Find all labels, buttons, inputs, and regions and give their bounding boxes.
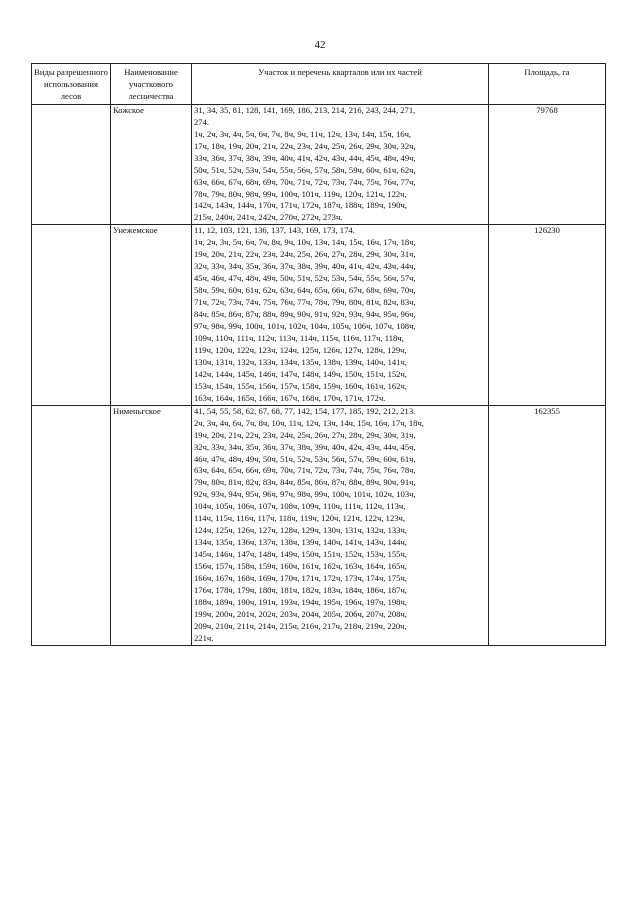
quarters-line: 92ч, 93ч, 94ч, 95ч, 96ч, 97ч, 98ч, 99ч, 100ч, 101ч, 102ч, 103ч,: [194, 489, 416, 500]
use-type-cell: [32, 225, 111, 405]
quarters-line: 156ч, 157ч, 158ч, 159ч, 160ч, 161ч, 162ч, 163ч, 164ч, 165ч,: [194, 561, 407, 572]
quarters-line: 104ч, 105ч, 106ч, 107ч, 108ч, 109ч, 110ч, 111ч, 112ч, 113ч,: [194, 501, 406, 512]
forestry-name-cell: Кожское: [111, 104, 192, 225]
quarters-line: 221ч.: [194, 632, 214, 643]
quarters-line: 63ч, 66ч, 67ч, 68ч, 69ч, 70ч, 71ч, 72ч, 73ч, 74ч, 75ч, 76ч, 77ч,: [194, 176, 416, 187]
quarters-line: 79ч, 80ч, 81ч, 82ч, 83ч, 84ч, 85ч, 86ч, 87ч, 88ч, 89ч, 90ч, 91ч,: [194, 477, 416, 488]
area-cell: 126230: [489, 225, 606, 405]
quarters-line: 84ч, 85ч, 86ч, 87ч, 88ч, 89ч, 90ч, 91ч, 92ч, 93ч, 94ч, 95ч, 96ч,: [194, 309, 416, 320]
quarters-line: 153ч, 154ч, 155ч, 156ч, 157ч, 158ч, 159ч, 160ч, 161ч, 162ч,: [194, 380, 407, 391]
quarters-line: 166ч, 167ч, 168ч, 169ч, 170ч, 171ч, 172ч, 173ч, 174ч, 175ч,: [194, 573, 407, 584]
page-number: 42: [314, 39, 326, 51]
quarters-line: 2ч, 3ч, 4ч, 6ч, 7ч, 8ч, 10ч, 11ч, 12ч, 13ч, 14ч, 15ч, 16ч, 17ч, 18ч,: [194, 417, 424, 428]
quarters-line: 163ч, 164ч, 165ч, 166ч, 167ч, 168ч, 170ч, 171ч, 172ч.: [194, 392, 386, 403]
quarters-line: 188ч, 189ч, 190ч, 191ч, 193ч, 194ч, 195ч, 196ч, 197ч, 198ч,: [194, 596, 407, 607]
quarters-line: 41, 54, 55, 58, 62, 67, 68, 77, 142, 154, 177, 185, 192, 212, 213.: [194, 405, 416, 416]
quarters-cell: [192, 405, 489, 645]
table-row: [32, 405, 606, 645]
quarters-line: 78ч, 79ч, 80ч, 98ч, 99ч, 100ч, 101ч, 119ч, 120ч, 121ч, 122ч,: [194, 188, 407, 199]
quarters-line: 119ч, 120ч, 122ч, 123ч, 124ч, 125ч, 126ч, 127ч, 128ч, 129ч,: [194, 344, 407, 355]
quarters-line: 209ч, 210ч, 211ч, 214ч, 215ч, 216ч, 217ч, 218ч, 219ч, 220ч,: [194, 620, 407, 631]
quarters-line: 142ч, 144ч, 145ч, 146ч, 147ч, 148ч, 149ч, 150ч, 151ч, 152ч,: [194, 368, 407, 379]
quarters-line: 130ч, 131ч, 132ч, 133ч, 134ч, 135ч, 138ч, 139ч, 140ч, 141ч,: [194, 356, 407, 367]
quarters-line: 274.: [194, 116, 210, 127]
use-type-cell: [32, 104, 111, 225]
table-row: [32, 225, 606, 405]
quarters-line: 58ч, 59ч, 60ч, 61ч, 62ч, 63ч, 64ч, 65ч, 66ч, 67ч, 68ч, 69ч, 70ч,: [194, 285, 416, 296]
quarters-line: 145ч, 146ч, 147ч, 148ч, 149ч, 150ч, 151ч, 152ч, 153ч, 155ч,: [194, 549, 407, 560]
table-header-row: [32, 64, 606, 105]
quarters-line: 19ч, 20ч, 21ч, 22ч, 23ч, 24ч, 25ч, 26ч, 27ч, 28ч, 29ч, 30ч, 31ч,: [194, 249, 416, 260]
quarters-line: 31, 34, 35, 81, 128, 141, 169, 186, 213, 214, 216, 243, 244, 271,: [194, 104, 416, 115]
table-row: [32, 104, 606, 225]
quarters-line: 1ч, 2ч, 3ч, 5ч, 6ч, 7ч, 8ч, 9ч, 10ч, 13ч, 14ч, 15ч, 16ч, 17ч, 18ч,: [194, 237, 416, 248]
quarters-line: 114ч, 115ч, 116ч, 117ч, 118ч, 119ч, 120ч, 121ч, 122ч, 123ч,: [194, 513, 406, 524]
header-use-type: Виды разрешенного использования лесов: [32, 64, 111, 105]
forestry-name-cell: Унежемское: [111, 225, 192, 405]
quarters-line: 45ч, 46ч, 47ч, 48ч, 49ч, 50ч, 51ч, 52ч, 53ч, 54ч, 55ч, 56ч, 57ч,: [194, 273, 416, 284]
quarters-cell: [192, 225, 489, 405]
quarters-line: 46ч, 47ч, 48ч, 49ч, 50ч, 51ч, 52ч, 53ч, 56ч, 57ч, 59ч, 60ч, 61ч,: [194, 453, 416, 464]
header-quarters-list: Участок и перечень кварталов или их частей: [192, 64, 489, 105]
header-forestry-name: Наименование участкового лесничества: [111, 64, 192, 105]
quarters-line: 97ч, 98ч, 99ч, 100ч, 101ч, 102ч, 104ч, 105ч, 106ч, 107ч, 108ч,: [194, 321, 416, 332]
forest-quarters-table: [31, 63, 606, 646]
area-cell: 79768: [489, 104, 606, 225]
quarters-line: 19ч, 20ч, 21ч, 22ч, 23ч, 24ч, 25ч, 26ч, 27ч, 28ч, 29ч, 30ч, 31ч,: [194, 429, 416, 440]
area-cell: 162355: [489, 405, 606, 645]
use-type-cell: [32, 405, 111, 645]
quarters-line: 71ч, 72ч, 73ч, 74ч, 75ч, 76ч, 77ч, 78ч, 79ч, 80ч, 81ч, 82ч, 83ч,: [194, 297, 416, 308]
quarters-line: 32ч, 33ч, 34ч, 35ч, 36ч, 37ч, 38ч, 39ч, 40ч, 41ч, 42ч, 43ч, 44ч,: [194, 261, 416, 272]
quarters-line: 176ч, 178ч, 179ч, 180ч, 181ч, 182ч, 183ч, 184ч, 186ч, 187ч,: [194, 584, 407, 595]
table-body: [32, 104, 606, 645]
quarters-line: 32ч, 33ч, 34ч, 35ч, 36ч, 37ч, 38ч, 39ч, 40ч, 42ч, 43ч, 44ч, 45ч,: [194, 441, 416, 452]
forestry-name-cell: Нименьгское: [111, 405, 192, 645]
quarters-line: 17ч, 18ч, 19ч, 20ч, 21ч, 22ч, 23ч, 24ч, 25ч, 26ч, 29ч, 30ч, 32ч,: [194, 140, 416, 151]
quarters-line: 134ч, 135ч, 136ч, 137ч, 138ч, 139ч, 140ч, 141ч, 143ч, 144ч,: [194, 537, 407, 548]
quarters-line: 199ч, 200ч, 201ч, 202ч, 203ч, 204ч, 205ч, 206ч, 207ч, 208ч,: [194, 608, 407, 619]
quarters-line: 215ч, 240ч, 241ч, 242ч, 270ч, 272ч, 273ч.: [194, 212, 343, 223]
quarters-line: 124ч, 125ч, 126ч, 127ч, 128ч, 129ч, 130ч, 131ч, 132ч, 133ч,: [194, 525, 407, 536]
quarters-line: 50ч, 51ч, 52ч, 53ч, 54ч, 55ч, 56ч, 57ч, 58ч, 59ч, 60ч, 61ч, 62ч,: [194, 164, 416, 175]
quarters-cell: [192, 104, 489, 225]
quarters-line: 109ч, 110ч, 111ч, 112ч, 113ч, 114ч, 115ч, 116ч, 117ч, 118ч,: [194, 332, 404, 343]
quarters-line: 1ч, 2ч, 3ч, 4ч, 5ч, 6ч, 7ч, 8ч, 9ч, 11ч, 12ч, 13ч, 14ч, 15ч, 16ч,: [194, 128, 412, 139]
quarters-line: 33ч, 36ч, 37ч, 38ч, 39ч, 40ч, 41ч, 42ч, 43ч, 44ч, 45ч, 48ч, 49ч,: [194, 152, 416, 163]
quarters-line: 63ч, 64ч, 65ч, 66ч, 69ч, 70ч, 71ч, 72ч, 73ч, 74ч, 75ч, 76ч, 78ч,: [194, 465, 416, 476]
quarters-line: 11, 12, 103, 121, 136, 137, 143, 169, 173, 174.: [194, 225, 355, 236]
header-area: Площадь, га: [489, 64, 606, 105]
quarters-line: 142ч, 143ч, 144ч, 170ч, 171ч, 172ч, 187ч, 188ч, 189ч, 190ч,: [194, 200, 407, 211]
